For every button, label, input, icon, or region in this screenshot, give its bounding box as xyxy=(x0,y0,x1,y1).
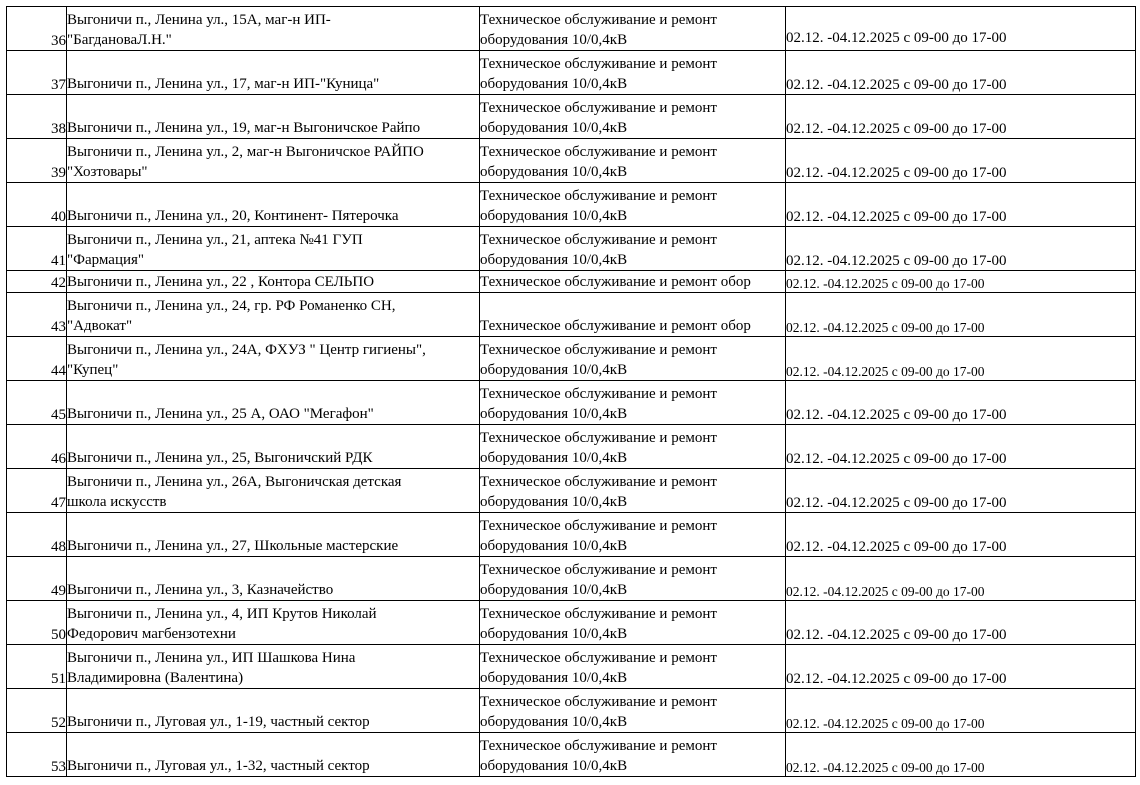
table-row xyxy=(7,689,1136,733)
work-line: Техническое обслуживание и ремонт xyxy=(480,232,717,248)
row-number: 52 xyxy=(7,689,67,733)
work-type-cell xyxy=(480,139,786,183)
row-number: 36 xyxy=(7,7,67,51)
address-line: школа искусств xyxy=(67,494,167,510)
outage-period: 02.12. -04.12.2025 с 09-00 до 17-00 xyxy=(786,271,1136,293)
address-cell xyxy=(67,139,480,183)
address-cell xyxy=(67,469,480,513)
outage-period: 02.12. -04.12.2025 с 09-00 до 17-00 xyxy=(786,337,1136,381)
table-row xyxy=(7,51,1136,95)
address-cell xyxy=(67,7,480,51)
table-row xyxy=(7,425,1136,469)
table-row xyxy=(7,227,1136,271)
outage-period: 02.12. -04.12.2025 с 09-00 до 17-00 xyxy=(786,51,1136,95)
address-line: Выгоничи п., Ленина ул., 21, аптека №41 ГУП xyxy=(67,232,363,248)
work-type-cell xyxy=(480,733,786,777)
work-line: оборудования 10/0,4кВ xyxy=(480,164,628,180)
outage-period: 02.12. -04.12.2025 с 09-00 до 17-00 xyxy=(786,513,1136,557)
work-type-cell xyxy=(480,7,786,51)
work-line: оборудования 10/0,4кВ xyxy=(480,538,628,554)
outage-period: 02.12. -04.12.2025 с 09-00 до 17-00 xyxy=(786,227,1136,271)
work-type-cell xyxy=(480,513,786,557)
work-line: Техническое обслуживание и ремонт xyxy=(480,474,717,490)
address-cell xyxy=(67,227,480,271)
address-line: Владимировна (Валентина) xyxy=(67,670,244,686)
outage-period: 02.12. -04.12.2025 с 09-00 до 17-00 xyxy=(786,469,1136,513)
address-line: "БагдановаЛ.Н." xyxy=(67,32,172,48)
work-line: оборудования 10/0,4кВ xyxy=(480,758,628,774)
row-number: 49 xyxy=(7,557,67,601)
table-row xyxy=(7,183,1136,227)
address-line: Выгоничи п., Ленина ул., 27, Школьные мастерские xyxy=(67,538,399,554)
table-row xyxy=(7,513,1136,557)
work-line: Техническое обслуживание и ремонт xyxy=(480,738,717,754)
table-row xyxy=(7,293,1136,337)
work-line: оборудования 10/0,4кВ xyxy=(480,208,628,224)
row-number: 53 xyxy=(7,733,67,777)
work-line: оборудования 10/0,4кВ xyxy=(480,362,628,378)
work-line: Техническое обслуживание и ремонт xyxy=(480,518,717,534)
row-number: 38 xyxy=(7,95,67,139)
work-line: Техническое обслуживание и ремонт xyxy=(480,694,717,710)
work-line: Техническое обслуживание и ремонт обор xyxy=(480,274,751,290)
work-line: Техническое обслуживание и ремонт xyxy=(480,606,717,622)
row-number: 46 xyxy=(7,425,67,469)
work-line: оборудования 10/0,4кВ xyxy=(480,252,628,268)
row-number: 51 xyxy=(7,645,67,689)
work-type-cell xyxy=(480,557,786,601)
row-number: 40 xyxy=(7,183,67,227)
work-type-cell xyxy=(480,293,786,337)
address-line: Выгоничи п., Луговая ул., 1-19, частный сектор xyxy=(67,714,370,730)
table-row xyxy=(7,601,1136,645)
work-line: оборудования 10/0,4кВ xyxy=(480,406,628,422)
address-line: Выгоничи п., Ленина ул., ИП Шашкова Нина xyxy=(67,650,356,666)
work-type-cell xyxy=(480,689,786,733)
work-line: оборудования 10/0,4кВ xyxy=(480,714,628,730)
address-cell xyxy=(67,95,480,139)
work-type-cell xyxy=(480,425,786,469)
table-row xyxy=(7,95,1136,139)
table-row xyxy=(7,645,1136,689)
outage-period: 02.12. -04.12.2025 с 09-00 до 17-00 xyxy=(786,95,1136,139)
address-line: Выгоничи п., Ленина ул., 3, Казначейство xyxy=(67,582,334,598)
table-row xyxy=(7,271,1136,293)
address-cell xyxy=(67,557,480,601)
row-number: 47 xyxy=(7,469,67,513)
outage-schedule-table xyxy=(6,6,1136,777)
address-line: Выгоничи п., Ленина ул., 22 , Контора СЕЛЬПО xyxy=(67,274,375,290)
work-line: Техническое обслуживание и ремонт xyxy=(480,144,717,160)
address-line: Выгоничи п., Ленина ул., 24А, ФХУЗ " Центр гигиены", xyxy=(67,342,426,358)
work-type-cell xyxy=(480,183,786,227)
address-line: Выгоничи п., Ленина ул., 17, маг-н ИП-"Куница" xyxy=(67,76,380,92)
work-type-cell xyxy=(480,469,786,513)
address-cell xyxy=(67,381,480,425)
work-line: Техническое обслуживание и ремонт обор xyxy=(480,318,751,334)
address-line: Выгоничи п., Ленина ул., 24, гр. РФ Романенко СН, xyxy=(67,298,396,314)
work-type-cell xyxy=(480,381,786,425)
row-number: 45 xyxy=(7,381,67,425)
work-type-cell xyxy=(480,51,786,95)
address-line: Выгоничи п., Ленина ул., 4, ИП Крутов Николай xyxy=(67,606,377,622)
address-cell xyxy=(67,601,480,645)
work-line: оборудования 10/0,4кВ xyxy=(480,76,628,92)
row-number: 39 xyxy=(7,139,67,183)
address-cell xyxy=(67,645,480,689)
address-cell xyxy=(67,513,480,557)
work-type-cell xyxy=(480,95,786,139)
work-type-cell xyxy=(480,227,786,271)
address-line: Выгоничи п., Ленина ул., 20, Континент- Пятерочка xyxy=(67,208,399,224)
outage-period: 02.12. -04.12.2025 с 09-00 до 17-00 xyxy=(786,689,1136,733)
outage-period: 02.12. -04.12.2025 с 09-00 до 17-00 xyxy=(786,139,1136,183)
table-row xyxy=(7,139,1136,183)
work-line: Техническое обслуживание и ремонт xyxy=(480,562,717,578)
table-row xyxy=(7,557,1136,601)
address-line: "Купец" xyxy=(67,362,119,378)
address-line: Выгоничи п., Ленина ул., 15А, маг-н ИП- xyxy=(67,12,331,28)
outage-period: 02.12. -04.12.2025 с 09-00 до 17-00 xyxy=(786,7,1136,51)
outage-period: 02.12. -04.12.2025 с 09-00 до 17-00 xyxy=(786,645,1136,689)
work-line: Техническое обслуживание и ремонт xyxy=(480,342,717,358)
address-line: Выгоничи п., Ленина ул., 25, Выгоничский РДК xyxy=(67,450,373,466)
row-number: 43 xyxy=(7,293,67,337)
work-line: оборудования 10/0,4кВ xyxy=(480,626,628,642)
work-line: оборудования 10/0,4кВ xyxy=(480,670,628,686)
outage-period: 02.12. -04.12.2025 с 09-00 до 17-00 xyxy=(786,601,1136,645)
address-line: Федорович магбензотехни xyxy=(67,626,236,642)
work-type-cell xyxy=(480,645,786,689)
work-line: Техническое обслуживание и ремонт xyxy=(480,100,717,116)
address-line: Выгоничи п., Луговая ул., 1-32, частный сектор xyxy=(67,758,370,774)
table-row xyxy=(7,381,1136,425)
table-row xyxy=(7,733,1136,777)
outage-period: 02.12. -04.12.2025 с 09-00 до 17-00 xyxy=(786,557,1136,601)
work-type-cell xyxy=(480,271,786,293)
address-line: Выгоничи п., Ленина ул., 25 А, ОАО "Мегафон" xyxy=(67,406,374,422)
table-row xyxy=(7,469,1136,513)
work-type-cell xyxy=(480,337,786,381)
work-line: Техническое обслуживание и ремонт xyxy=(480,430,717,446)
work-line: оборудования 10/0,4кВ xyxy=(480,494,628,510)
work-line: оборудования 10/0,4кВ xyxy=(480,32,628,48)
address-cell xyxy=(67,425,480,469)
outage-period: 02.12. -04.12.2025 с 09-00 до 17-00 xyxy=(786,293,1136,337)
outage-period: 02.12. -04.12.2025 с 09-00 до 17-00 xyxy=(786,425,1136,469)
row-number: 50 xyxy=(7,601,67,645)
outage-period: 02.12. -04.12.2025 с 09-00 до 17-00 xyxy=(786,381,1136,425)
row-number: 42 xyxy=(7,271,67,293)
row-number: 44 xyxy=(7,337,67,381)
address-cell xyxy=(67,733,480,777)
address-line: Выгоничи п., Ленина ул., 26А, Выгоничская детская xyxy=(67,474,402,490)
address-cell xyxy=(67,51,480,95)
work-line: Техническое обслуживание и ремонт xyxy=(480,12,717,28)
address-line: "Адвокат" xyxy=(67,318,133,334)
address-cell xyxy=(67,183,480,227)
work-line: оборудования 10/0,4кВ xyxy=(480,450,628,466)
address-cell xyxy=(67,689,480,733)
address-line: "Хозтовары" xyxy=(67,164,148,180)
work-line: Техническое обслуживание и ремонт xyxy=(480,188,717,204)
row-number: 37 xyxy=(7,51,67,95)
work-line: оборудования 10/0,4кВ xyxy=(480,582,628,598)
work-line: Техническое обслуживание и ремонт xyxy=(480,650,717,666)
row-number: 41 xyxy=(7,227,67,271)
table-body xyxy=(7,7,1136,777)
address-cell xyxy=(67,271,480,293)
work-line: оборудования 10/0,4кВ xyxy=(480,120,628,136)
work-line: Техническое обслуживание и ремонт xyxy=(480,386,717,402)
outage-period: 02.12. -04.12.2025 с 09-00 до 17-00 xyxy=(786,183,1136,227)
table-row xyxy=(7,7,1136,51)
row-number: 48 xyxy=(7,513,67,557)
table-row xyxy=(7,337,1136,381)
address-line: "Фармация" xyxy=(67,252,145,268)
address-line: Выгоничи п., Ленина ул., 19, маг-н Выгоничское Райпо xyxy=(67,120,421,136)
work-line: Техническое обслуживание и ремонт xyxy=(480,56,717,72)
work-type-cell xyxy=(480,601,786,645)
outage-period: 02.12. -04.12.2025 с 09-00 до 17-00 xyxy=(786,733,1136,777)
address-cell xyxy=(67,337,480,381)
address-line: Выгоничи п., Ленина ул., 2, маг-н Выгоничское РАЙПО xyxy=(67,144,424,160)
address-cell xyxy=(67,293,480,337)
